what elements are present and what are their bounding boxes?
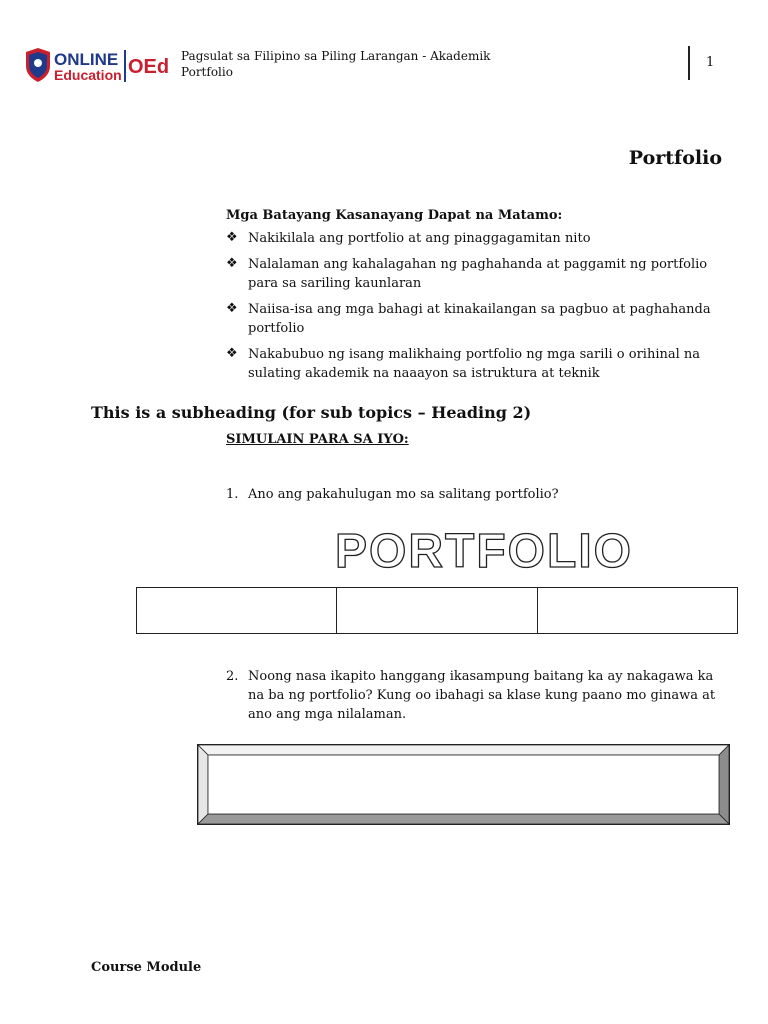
diamond-bullet-icon: ❖ bbox=[226, 230, 238, 245]
simulain-heading: SIMULAIN PARA SA IYO: bbox=[226, 432, 409, 447]
diamond-bullet-icon: ❖ bbox=[226, 301, 238, 316]
question-text: Ano ang pakahulugan mo sa salitang portfolio? bbox=[248, 487, 559, 502]
objectives-heading: Mga Batayang Kasanayang Dapat na Matamo: bbox=[226, 208, 563, 223]
question-number: 1. bbox=[226, 487, 239, 502]
diamond-bullet-icon: ❖ bbox=[226, 256, 238, 271]
diamond-bullet-icon: ❖ bbox=[226, 346, 238, 361]
table-row bbox=[137, 588, 738, 634]
objectives-list bbox=[226, 229, 726, 383]
objective-text: Nakabubuo ng isang malikhaing portfolio ng mga sarili o orihinal na sulating akademik na naaayon sa istruktura at teknik bbox=[248, 347, 701, 381]
logo-education-text: Education bbox=[54, 67, 122, 83]
question-1 bbox=[226, 485, 726, 504]
objective-text: Nalalaman ang kahalagahan ng paghahanda at paggamit ng portfolio para sa sariling kaunlaran bbox=[248, 257, 708, 291]
header-course: Pagsulat sa Filipino sa Piling Larangan - Akademik bbox=[181, 49, 491, 63]
header-topic: Portfolio bbox=[181, 65, 233, 79]
answer-cell[interactable] bbox=[137, 588, 337, 634]
question-2 bbox=[226, 667, 726, 724]
answer-box[interactable] bbox=[197, 744, 730, 825]
question-text: Noong nasa ikapito hanggang ikasampung baitang ka ay nakagawa ka na ba ng portfolio? Kung oo ibahagi sa klase kung paano mo ginawa at ano ang mga nilalaman. bbox=[248, 669, 716, 722]
answer-cell[interactable] bbox=[537, 588, 737, 634]
objective-text: Naiisa-isa ang mga bahagi at kinakailangan sa pagbuo at paghahanda portfolio bbox=[248, 302, 711, 336]
logo-online-text: ONLINE bbox=[54, 50, 119, 69]
header-divider bbox=[688, 46, 690, 80]
logo-oed-text: OEd bbox=[128, 56, 170, 78]
list-item bbox=[226, 300, 726, 338]
list-item bbox=[226, 229, 726, 248]
list-item bbox=[226, 255, 726, 293]
question-number: 2. bbox=[226, 669, 239, 684]
wordart-text: PORTFOLIO bbox=[335, 525, 633, 576]
answer-table bbox=[136, 587, 738, 634]
objective-text: Nakikilala ang portfolio at ang pinaggagamitan nito bbox=[248, 231, 591, 246]
answer-cell[interactable] bbox=[337, 588, 537, 634]
subheading: This is a subheading (for sub topics – Heading 2) bbox=[91, 403, 532, 422]
footer-course-module: Course Module bbox=[91, 960, 202, 975]
objectives-section bbox=[226, 206, 726, 390]
list-item bbox=[226, 345, 726, 383]
header-text bbox=[181, 48, 490, 80]
portfolio-wordart bbox=[314, 520, 654, 576]
page-number: 1 bbox=[706, 55, 715, 70]
online-education-logo bbox=[24, 44, 174, 86]
page-title: Portfolio bbox=[628, 147, 722, 169]
